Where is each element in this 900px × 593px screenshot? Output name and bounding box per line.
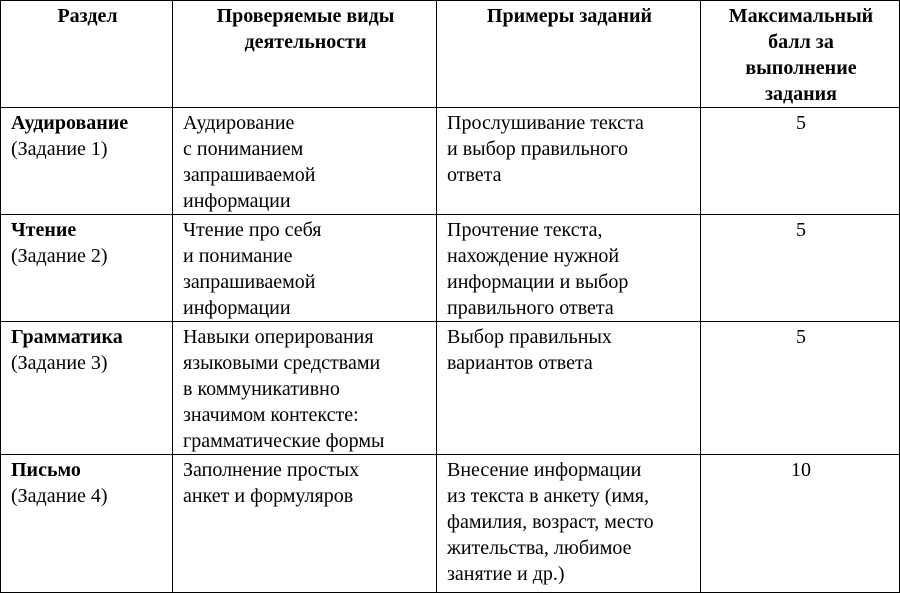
- section-task: (Задание 4): [11, 485, 108, 507]
- header-section: [1, 1, 173, 108]
- examples-cell: [437, 322, 701, 455]
- header-line: балл за: [768, 31, 834, 53]
- table-row: [1, 215, 900, 322]
- examples-line: фамилия, возраст, место: [447, 511, 654, 533]
- table-header-row: [1, 1, 900, 108]
- header-activity: [173, 1, 437, 108]
- examples-line: Внесение информации: [447, 459, 642, 481]
- activity-line: информации: [183, 190, 291, 212]
- activity-line: и понимание: [183, 245, 293, 267]
- activity-line: запрашиваемой: [183, 164, 316, 186]
- header-max-score: [701, 1, 900, 108]
- activity-line: информации: [183, 297, 291, 319]
- examples-cell: [437, 215, 701, 322]
- examples-line: Прослушивание текста: [447, 112, 644, 134]
- examples-cell: [437, 108, 701, 215]
- activity-line: Навыки оперирования: [183, 326, 374, 348]
- header-examples: [437, 1, 701, 108]
- activity-cell: [173, 455, 437, 593]
- header-line: деятельности: [244, 31, 367, 53]
- activity-line: Чтение про себя: [183, 219, 322, 241]
- activity-line: грамматические формы: [183, 430, 385, 452]
- section-cell: [1, 322, 173, 455]
- activity-line: с пониманием: [183, 138, 304, 160]
- section-name: Чтение: [11, 219, 77, 241]
- activity-cell: [173, 215, 437, 322]
- activity-line: в коммуникативно: [183, 378, 340, 400]
- examples-line: вариантов ответа: [447, 352, 593, 374]
- section-task: (Задание 1): [11, 138, 108, 160]
- examples-line: нахождение нужной: [447, 245, 620, 267]
- header-line: Максимальный: [728, 5, 874, 27]
- examples-cell: [437, 455, 701, 593]
- examples-line: из текста в анкету (имя,: [447, 485, 649, 507]
- activity-cell: [173, 322, 437, 455]
- score-cell: 5: [701, 322, 900, 455]
- section-cell: [1, 455, 173, 593]
- header-line: Проверяемые виды: [216, 5, 395, 27]
- activity-cell: [173, 108, 437, 215]
- section-cell: [1, 108, 173, 215]
- examples-line: Выбор правильных: [447, 326, 612, 348]
- activity-line: значимом контексте:: [183, 404, 359, 426]
- activity-line: языковыми средствами: [183, 352, 381, 374]
- header-line: Раздел: [57, 5, 118, 27]
- activity-line: Аудирование: [183, 112, 295, 134]
- section-cell: [1, 215, 173, 322]
- activity-line: Заполнение простых: [183, 459, 360, 481]
- score-cell: 10: [701, 455, 900, 593]
- header-line: задания: [764, 83, 838, 105]
- examples-line: ответа: [447, 164, 502, 186]
- examples-line: занятие и др.): [447, 563, 565, 585]
- table-row: [1, 455, 900, 593]
- section-task: (Задание 2): [11, 245, 108, 267]
- examples-line: информации и выбор: [447, 271, 629, 293]
- examples-line: правильного ответа: [447, 297, 614, 319]
- activity-line: запрашиваемой: [183, 271, 316, 293]
- activity-line: анкет и формуляров: [183, 485, 354, 507]
- table-row: [1, 108, 900, 215]
- score-cell: 5: [701, 108, 900, 215]
- section-name: Письмо: [11, 459, 81, 481]
- header-line: Примеры заданий: [486, 5, 653, 27]
- section-task: (Задание 3): [11, 352, 108, 374]
- examples-line: жительства, любимое: [447, 537, 632, 559]
- table-row: [1, 322, 900, 455]
- header-line: выполнение: [745, 57, 857, 79]
- score-cell: 5: [701, 215, 900, 322]
- section-name: Грамматика: [11, 326, 123, 348]
- examples-line: и выбор правильного: [447, 138, 628, 160]
- examples-line: Прочтение текста,: [447, 219, 603, 241]
- section-name: Аудирование: [11, 112, 129, 134]
